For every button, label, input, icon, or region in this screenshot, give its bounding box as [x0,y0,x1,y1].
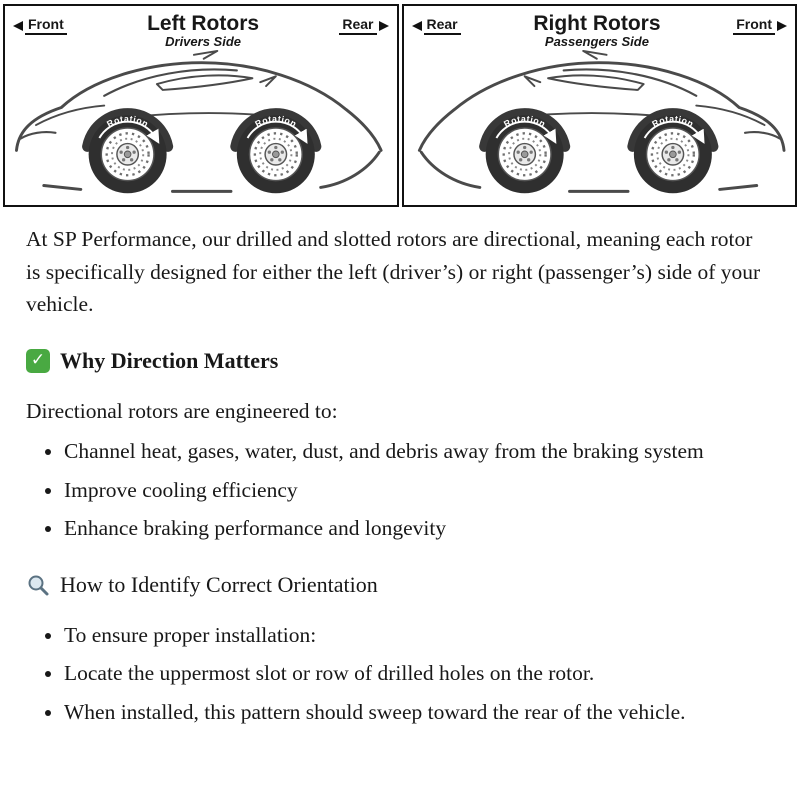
panel-subtitle: Passengers Side [544,34,649,50]
section-heading-identify-orientation [26,568,772,601]
rotation-label: Rotation [253,113,299,130]
front-rotor-left [89,113,167,194]
rotation-label: Rotation [105,113,151,130]
article [0,207,800,728]
section-heading-text: Why Direction Matters [60,348,279,374]
rear-rotor-right [485,113,563,194]
rear-label: Rear [424,16,461,35]
list-item: • Channel heat, gases, water, dust, and debris away from the braking system [64,435,772,467]
arrow-right-icon [379,21,389,31]
front-label: Front [733,16,775,35]
benefits-list [26,435,772,544]
check-icon: ✓ [26,349,50,373]
section-heading-why-direction-matters [26,344,772,377]
panel-title: Left Rotors [147,12,260,35]
list-item: • Enhance braking performance and longevity [64,512,772,544]
left-panel-titles [147,12,259,49]
rear-label: Rear [339,16,376,35]
left-car-illustration [5,49,397,205]
panel-subtitle: Drivers Side [165,34,241,50]
front-direction-left-panel [13,16,67,35]
section1-lead: Directional rotors are engineered to: [26,399,338,424]
left-rotors-panel [3,4,399,207]
rear-direction-left-panel [339,16,388,35]
intro-paragraph: At SP Performance, our drilled and slotted rotors are directional, meaning each rotor is specifically designed for either the left (driver’s) or right (passenger’s) side of your vehicle. [26,227,761,316]
front-label: Front [25,16,67,35]
arrow-left-icon [13,21,23,31]
magnifier-icon [26,573,50,597]
arrow-left-icon [412,21,422,31]
rotation-label: Rotation [649,113,696,130]
rear-direction-right-panel [412,16,461,35]
list-item: • Improve cooling efficiency [64,474,772,506]
front-direction-right-panel [733,16,787,35]
right-car-illustration [404,49,796,205]
orientation-steps-list [26,619,772,728]
rotation-label: Rotation [501,113,547,130]
front-rotor-right [633,113,711,194]
list-item: • Locate the uppermost slot or row of drilled holes on the rotor. [64,657,772,689]
rotor-direction-diagram [0,0,800,207]
list-item: • To ensure proper installation: [64,619,772,651]
right-rotors-panel [402,4,798,207]
left-panel-header [5,6,397,49]
section-heading-text: How to Identify Correct Orientation [60,572,378,598]
arrow-right-icon [777,21,787,31]
right-panel-titles [533,12,660,49]
right-panel-header [404,6,796,49]
panel-title: Right Rotors [533,12,661,35]
rear-rotor-left [237,113,315,194]
list-item: • When installed, this pattern should sweep toward the rear of the vehicle. [64,696,772,728]
